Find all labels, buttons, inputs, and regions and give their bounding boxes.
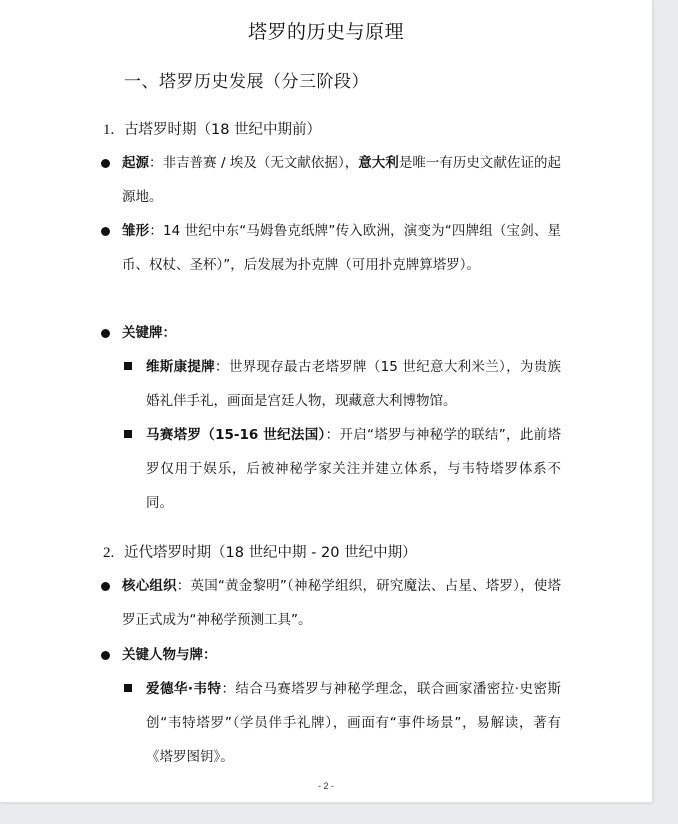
bullet-item-prototype [101, 214, 561, 282]
bullet-body: ：14 世纪中东“马姆鲁克纸牌”传入欧洲，演变为“四牌组（宝剑、星币、权杖、圣杯）”，后发展为扑克牌（可用扑克牌算塔罗）。 [122, 223, 562, 273]
sub-item-text [146, 350, 561, 418]
section-heading-history: 一、塔罗历史发展（分三阶段） [124, 72, 369, 92]
bullet-label: 起源 [122, 155, 150, 171]
page-number: - 2 - [317, 781, 334, 791]
list-number: 1. [103, 122, 115, 138]
numbered-heading-period-2 [103, 541, 417, 562]
sub-item-label: 马赛塔罗（15-16 世纪法国） [146, 427, 326, 443]
sub-item-label: 维斯康提牌 [146, 359, 216, 375]
bullet-body: ：英国“黄金黎明”（神秘学组织，研究魔法、占星、塔罗），使塔罗正式成为“神秘学预测工具”。 [122, 578, 561, 628]
sub-item-label: 爱德华·韦特 [146, 681, 222, 697]
bullet-label: 关键牌 [122, 325, 163, 341]
period-label: 近代塔罗时期（18 世纪中期 - 20 世纪中期） [124, 545, 417, 561]
bullet-text [122, 214, 561, 282]
sub-item-body: ：世界现存最古老塔罗牌（15 世纪意大利米兰），为贵族婚礼伴手礼，画面是宫廷人物，现藏意大利博物馆。 [146, 359, 562, 409]
bullet-body: ： [162, 325, 176, 341]
list-number: 2. [103, 545, 115, 561]
bullet-body-continued: 是唯一有历史文献佐证的起源地。 [122, 155, 562, 205]
bullet-dot-icon [101, 651, 110, 660]
bullet-dot-icon [101, 159, 110, 168]
numbered-heading-period-1 [103, 118, 321, 139]
sub-item-marseille [124, 418, 561, 520]
sub-item-text [146, 418, 561, 520]
square-bullet-icon [124, 430, 132, 438]
bullet-text [122, 569, 561, 637]
sub-item-waite [124, 672, 561, 774]
sub-item-text [146, 672, 561, 774]
bullet-item-core-organization [101, 569, 561, 637]
bullet-dot-icon [101, 227, 110, 236]
bullet-text [122, 316, 561, 350]
bullet-dot-icon [101, 329, 110, 338]
bullet-item-origin [101, 146, 561, 214]
bullet-emphasis: 意大利 [358, 155, 399, 171]
bullet-item-key-cards [101, 316, 561, 350]
period-label: 古塔罗时期（18 世纪中期前） [124, 122, 322, 138]
square-bullet-icon [124, 684, 132, 692]
sub-item-visconti [124, 350, 561, 418]
bullet-body: ： [203, 647, 217, 663]
bullet-label: 雏形 [122, 223, 150, 239]
bullet-text [122, 146, 561, 214]
bullet-body: ：非吉普赛 / 埃及（无文献依据）， [149, 155, 359, 171]
square-bullet-icon [124, 362, 132, 370]
document-title: 塔罗的历史与原理 [247, 21, 404, 43]
sub-item-body: ：结合马赛塔罗与神秘学理念，联合画家潘密拉·史密斯创“韦特塔罗”（学员伴手礼牌），画面有“事件场景”，易解读，著有《塔罗图钥》。 [146, 681, 561, 765]
sub-item-body: ：开启“塔罗与神秘学的联结”，此前塔罗仅用于娱乐，后被神秘学家关注并建立体系，与韦特塔罗体系不同。 [146, 427, 561, 511]
bullet-dot-icon [101, 582, 110, 591]
bullet-text [122, 638, 561, 672]
bullet-item-key-people [101, 638, 561, 672]
bullet-label: 核心组织 [122, 578, 177, 594]
bullet-label: 关键人物与牌 [122, 647, 203, 663]
